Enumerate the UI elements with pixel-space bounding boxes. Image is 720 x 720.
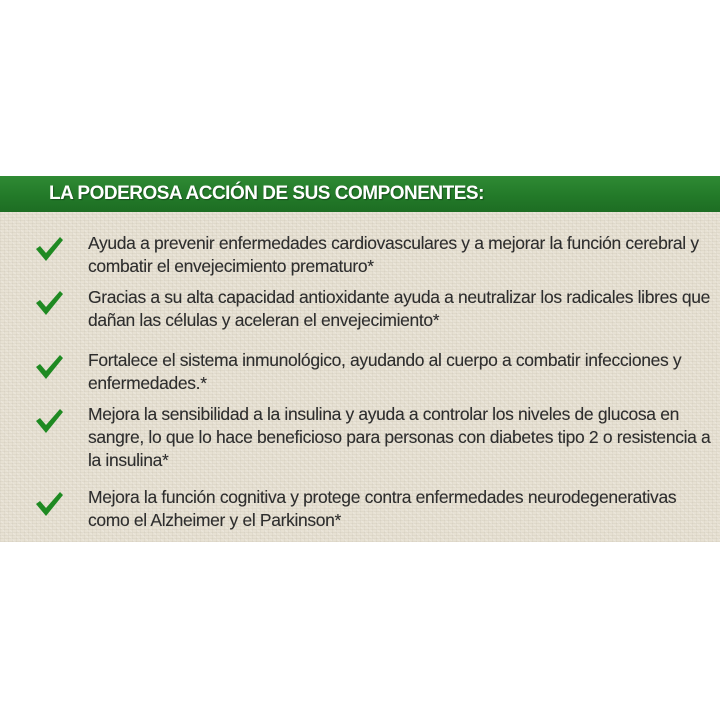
check-icon	[34, 406, 64, 436]
benefits-panel	[0, 176, 720, 542]
check-icon	[34, 288, 64, 318]
benefit-text: Mejora la sensibilidad a la insulina y ayuda a controlar los niveles de glucosa en sangre, lo que lo hace beneficioso para personas con diabetes tipo 2 o resistencia a la insulina*	[88, 404, 711, 470]
benefit-text: Ayuda a prevenir enfermedades cardiovasculares y a mejorar la función cerebral y combatir el envejecimiento prematuro*	[88, 233, 699, 276]
benefit-text: Fortalece el sistema inmunológico, ayudando al cuerpo a combatir infecciones y enfermedades.*	[88, 350, 682, 393]
check-icon	[34, 234, 64, 264]
check-icon	[34, 352, 64, 382]
benefit-text: Mejora la función cognitiva y protege contra enfermedades neurodegenerativas como el Alzheimer y el Parkinson*	[88, 487, 677, 530]
header-banner	[0, 176, 720, 212]
banner-title: LA PODEROSA ACCIÓN DE SUS COMPONENTES:	[49, 183, 484, 204]
benefit-text: Gracias a su alta capacidad antioxidante ayuda a neutralizar los radicales libres que dañan las células y aceleran el envejecimiento*	[88, 287, 711, 330]
check-icon	[34, 489, 64, 519]
